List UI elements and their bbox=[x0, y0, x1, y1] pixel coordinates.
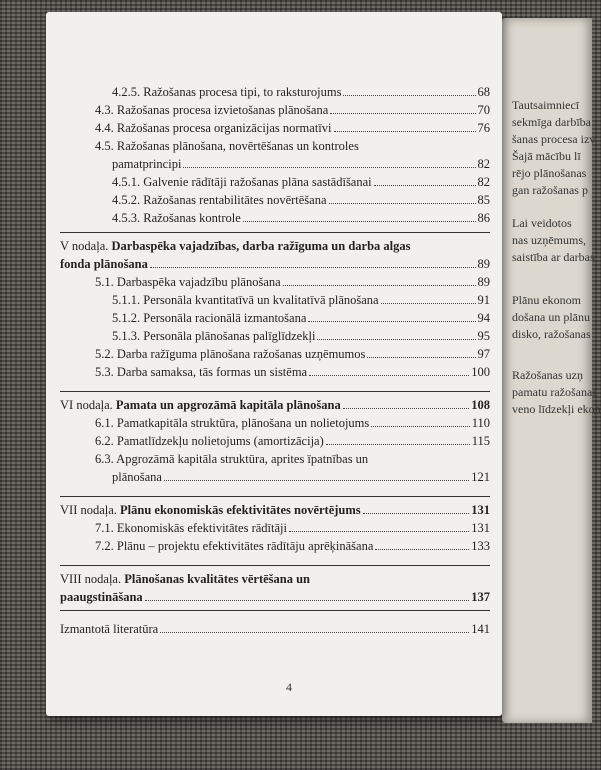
literature-entry bbox=[60, 619, 490, 637]
toc-entry-label: 7.1. Ekonomiskās efektivitātes rādītāji bbox=[95, 521, 287, 535]
toc-entry bbox=[95, 118, 490, 136]
chapter-title: Plānošanas kvalitātes vērtēšana un bbox=[124, 572, 310, 586]
chapter-page: 89 bbox=[477, 257, 490, 271]
toc-entry bbox=[112, 172, 490, 190]
toc-entry-label: pamatprincipi bbox=[112, 157, 182, 171]
toc-entry-label: 5.1.1. Personāla kvantitatīvā un kvalitatīvā plānošana bbox=[112, 293, 379, 307]
chapter-heading-cont bbox=[60, 254, 490, 272]
toc-entry-page: 100 bbox=[471, 365, 490, 379]
toc-entry bbox=[112, 208, 490, 226]
toc-entry-label: 5.1.3. Personāla plānošanas palīglīdzekļi bbox=[112, 329, 316, 343]
facing-line: Šajā mācību lī bbox=[512, 149, 581, 163]
toc-entry-page: 85 bbox=[477, 193, 490, 207]
toc-entry-page: 94 bbox=[477, 311, 490, 325]
chapter-prefix: VI nodaļa. bbox=[60, 398, 113, 412]
toc-entry-label: 6.2. Pamatlīdzekļu nolietojums (amortizācija) bbox=[95, 434, 324, 448]
facing-line: sekmīga darbība bbox=[512, 115, 591, 129]
toc-entry bbox=[95, 518, 490, 536]
toc-entry-page: 115 bbox=[471, 434, 490, 448]
section-divider bbox=[60, 565, 490, 566]
toc-entry bbox=[112, 290, 490, 308]
toc-entry bbox=[95, 449, 490, 467]
toc-entry-label: 5.2. Darba ražīguma plānošana ražošanas uzņēmumos bbox=[95, 347, 366, 361]
section-divider bbox=[60, 391, 490, 392]
facing-line: saistība ar darbas bbox=[512, 250, 595, 264]
toc-entry-label: 4.2.5. Ražošanas procesa tipi, to raksturojums bbox=[112, 85, 342, 99]
toc-entry bbox=[95, 536, 490, 554]
toc-entry bbox=[95, 136, 490, 154]
toc-entry-page: 141 bbox=[471, 622, 490, 636]
facing-line: šanas procesa izv bbox=[512, 132, 596, 146]
toc-entry-label: 5.3. Darba samaksa, tās formas un sistēma bbox=[95, 365, 308, 379]
chapter-heading bbox=[60, 236, 490, 254]
toc-entry-page: 91 bbox=[477, 293, 490, 307]
toc-entry bbox=[95, 362, 490, 380]
toc-entry-label: 5.1. Darbaspēka vajadzību plānošana bbox=[95, 275, 281, 289]
facing-line: došana un plānu bbox=[512, 310, 590, 324]
toc-entry-page: 110 bbox=[471, 416, 490, 430]
toc-entry-page: 89 bbox=[477, 275, 490, 289]
facing-line: gan ražošanas p bbox=[512, 183, 588, 197]
toc-entry bbox=[112, 190, 490, 208]
toc-entry bbox=[95, 100, 490, 118]
facing-line: pamatu ražošanas bbox=[512, 385, 597, 399]
toc-entry-page: 131 bbox=[471, 521, 490, 535]
facing-line: veno līdzekļi ekon bbox=[512, 402, 601, 416]
facing-line: Tautsaimniecī bbox=[512, 98, 580, 112]
section-divider bbox=[60, 232, 490, 233]
toc-entry bbox=[95, 413, 490, 431]
toc-entry bbox=[112, 326, 490, 344]
facing-line: Ražošanas uzņ bbox=[512, 368, 583, 382]
toc-entry-label: 5.1.2. Personāla racionālā izmantošana bbox=[112, 311, 307, 325]
toc-entry-label: 4.5.2. Ražošanas rentabilitātes novērtēšana bbox=[112, 193, 327, 207]
chapter-heading bbox=[60, 569, 490, 587]
toc-entry-label: 4.5. Ražošanas plānošana, novērtēšanas un kontroles bbox=[95, 139, 359, 153]
toc-entry bbox=[95, 431, 490, 449]
chapter-page: 131 bbox=[471, 503, 490, 517]
facing-line: Plānu ekonom bbox=[512, 293, 581, 307]
chapter-heading bbox=[60, 395, 490, 413]
toc-entry-page: 133 bbox=[471, 539, 490, 553]
chapter-title: Pamata un apgrozāmā kapitāla plānošana bbox=[115, 398, 341, 412]
toc-entry-label: 7.2. Plānu – projektu efektivitātes rādītāju aprēķināšana bbox=[95, 539, 374, 553]
toc-entry-page: 97 bbox=[477, 347, 490, 361]
toc-entry bbox=[95, 344, 490, 362]
facing-line: Lai veidotos bbox=[512, 216, 572, 230]
chapter-page: 137 bbox=[471, 590, 490, 604]
chapter-page: 108 bbox=[471, 398, 490, 412]
chapter-prefix: VII nodaļa. bbox=[60, 503, 117, 517]
toc-entry bbox=[112, 467, 490, 485]
toc-entry-label: Izmantotā literatūra bbox=[60, 622, 159, 636]
section-divider bbox=[60, 496, 490, 497]
facing-line: disko, ražošanas bbox=[512, 327, 591, 341]
toc-entry bbox=[95, 272, 490, 290]
toc-entry-page: 82 bbox=[477, 157, 490, 171]
facing-line: rējo plānošanas bbox=[512, 166, 587, 180]
section-divider bbox=[60, 610, 490, 611]
toc-entry bbox=[112, 82, 490, 100]
toc-entry-label: 6.3. Apgrozāmā kapitāla struktūra, aprites īpatnības un bbox=[95, 452, 369, 466]
toc-entry-label: 4.4. Ražošanas procesa organizācijas normatīvi bbox=[95, 121, 332, 135]
facing-page bbox=[502, 18, 601, 723]
toc-entry bbox=[112, 154, 490, 172]
facing-line: nas uzņēmums, bbox=[512, 233, 586, 247]
toc-entry-page: 86 bbox=[477, 211, 490, 225]
chapter-title: paaugstināšana bbox=[60, 590, 143, 604]
toc-entry-page: 68 bbox=[477, 85, 490, 99]
toc-entry-label: 6.1. Pamatkapitāla struktūra, plānošana un nolietojums bbox=[95, 416, 370, 430]
toc-entry-label: 4.3. Ražošanas procesa izvietošanas plānošana bbox=[95, 103, 329, 117]
toc-entry-label: plānošana bbox=[112, 470, 162, 484]
toc-entry-page: 82 bbox=[477, 175, 490, 189]
chapter-heading bbox=[60, 500, 490, 518]
page-number: 4 bbox=[286, 680, 292, 694]
toc-entry-label: 4.5.1. Galvenie rādītāji ražošanas plāna sastādīšanai bbox=[112, 175, 372, 189]
toc-entry-label: 4.5.3. Ražošanas kontrole bbox=[112, 211, 241, 225]
toc-entry-page: 70 bbox=[477, 103, 490, 117]
chapter-title: fonda plānošana bbox=[60, 257, 148, 271]
chapter-heading-cont bbox=[60, 587, 490, 605]
toc-entry-page: 95 bbox=[477, 329, 490, 343]
chapter-prefix: V nodaļa. bbox=[60, 239, 109, 253]
toc-entry-page: 76 bbox=[477, 121, 490, 135]
chapter-title: Plānu ekonomiskās efektivitātes novērtējums bbox=[120, 503, 361, 517]
chapter-prefix: VIII nodaļa. bbox=[60, 572, 122, 586]
chapter-title: Darbaspēka vajadzības, darba ražīguma un darba algas bbox=[111, 239, 411, 253]
toc-entry-page: 121 bbox=[471, 470, 490, 484]
toc-entry bbox=[112, 308, 490, 326]
